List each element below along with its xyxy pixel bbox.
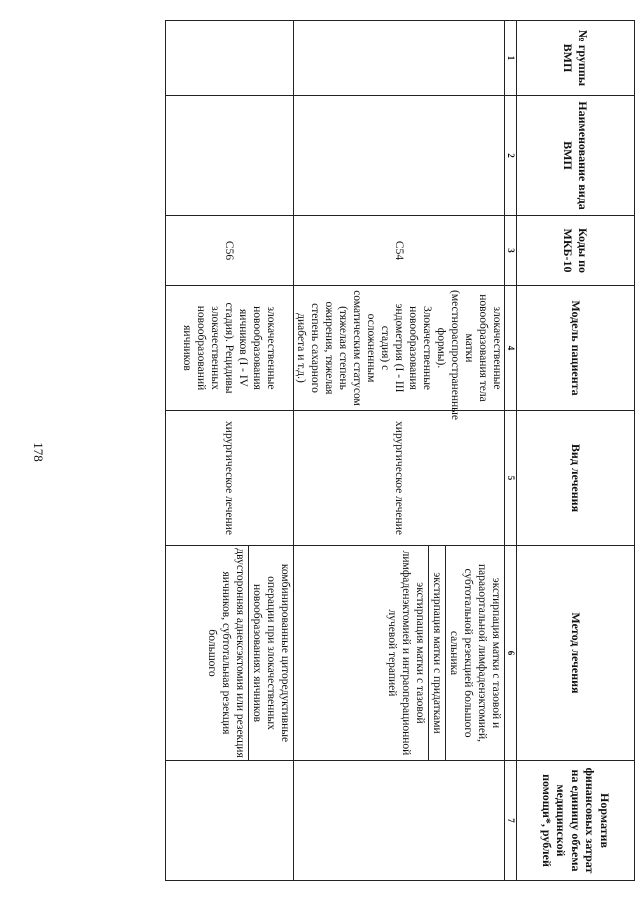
column-number: 3 <box>505 216 517 286</box>
header-row <box>517 21 635 881</box>
rotated-table-container <box>165 20 635 880</box>
patient-model-cell: злокачественные новообразования яичников (I - IV стадия). Рецидивы злокачественных новообразований яичников <box>166 286 294 411</box>
icd-code-cell: C54 <box>293 216 504 286</box>
column-number: 7 <box>505 761 517 881</box>
header-group-no: № группы ВМП <box>517 21 635 96</box>
method-item: экстирпация матки с тазовой лимфаденэктомией и интраоперационной лучевой терапией <box>385 550 426 756</box>
cost-cell <box>293 761 504 881</box>
treatment-type-cell: хирургическое лечение <box>293 411 504 546</box>
header-treatment-method: Метод лечения <box>517 546 635 761</box>
column-number: 1 <box>505 21 517 96</box>
column-number: 4 <box>505 286 517 411</box>
method-item: экстирпация матки с тазовой и парааортальной лимфаденэктомией, субтотальной резекцией большого сальника <box>445 546 504 760</box>
treatment-type-cell: хирургическое лечение <box>166 411 294 546</box>
method-item: двусторонняя аднексэктомия или резекция яичников, субтотальная резекция большого <box>205 548 246 758</box>
group-no-cell <box>166 21 294 96</box>
group-no-cell <box>293 21 504 96</box>
method-item: экстирпация матки с придатками <box>428 546 445 760</box>
column-number-row <box>505 21 517 881</box>
header-cost-norm: Норматив финансовых затрат на единицу объема медицинской помощи*, рублей <box>517 761 635 881</box>
method-item: комбинированные циторедуктивные операции при злокачественных новообразованиях яичников <box>248 546 293 760</box>
header-vmp-name: Наименование вида ВМП <box>517 96 635 216</box>
table-row <box>166 21 294 881</box>
header-icd-codes: Коды по МКБ-10 <box>517 216 635 286</box>
column-number: 5 <box>505 411 517 546</box>
column-number: 6 <box>505 546 517 761</box>
header-patient-model: Модель пациента <box>517 286 635 411</box>
vmp-name-cell <box>166 96 294 216</box>
header-treatment-type: Вид лечения <box>517 411 635 546</box>
icd-code-cell: C56 <box>166 216 294 286</box>
cost-cell <box>166 761 294 881</box>
treatment-methods-cell <box>293 546 504 761</box>
patient-model-cell: злокачественные новообразования тела матки (местнораспространенные формы). Злокачественные новообразования эндометрия (I - III стадия) с осложненным соматическим статусом (тяжелая степень ожирения, тяжелая степень сахарного диабета и т.д.) <box>293 286 504 411</box>
vmp-name-cell <box>293 96 504 216</box>
treatment-methods-cell <box>166 546 294 761</box>
vmp-table <box>165 20 635 881</box>
table-row <box>293 21 504 881</box>
page-number: 178 <box>31 442 46 462</box>
column-number: 2 <box>505 96 517 216</box>
